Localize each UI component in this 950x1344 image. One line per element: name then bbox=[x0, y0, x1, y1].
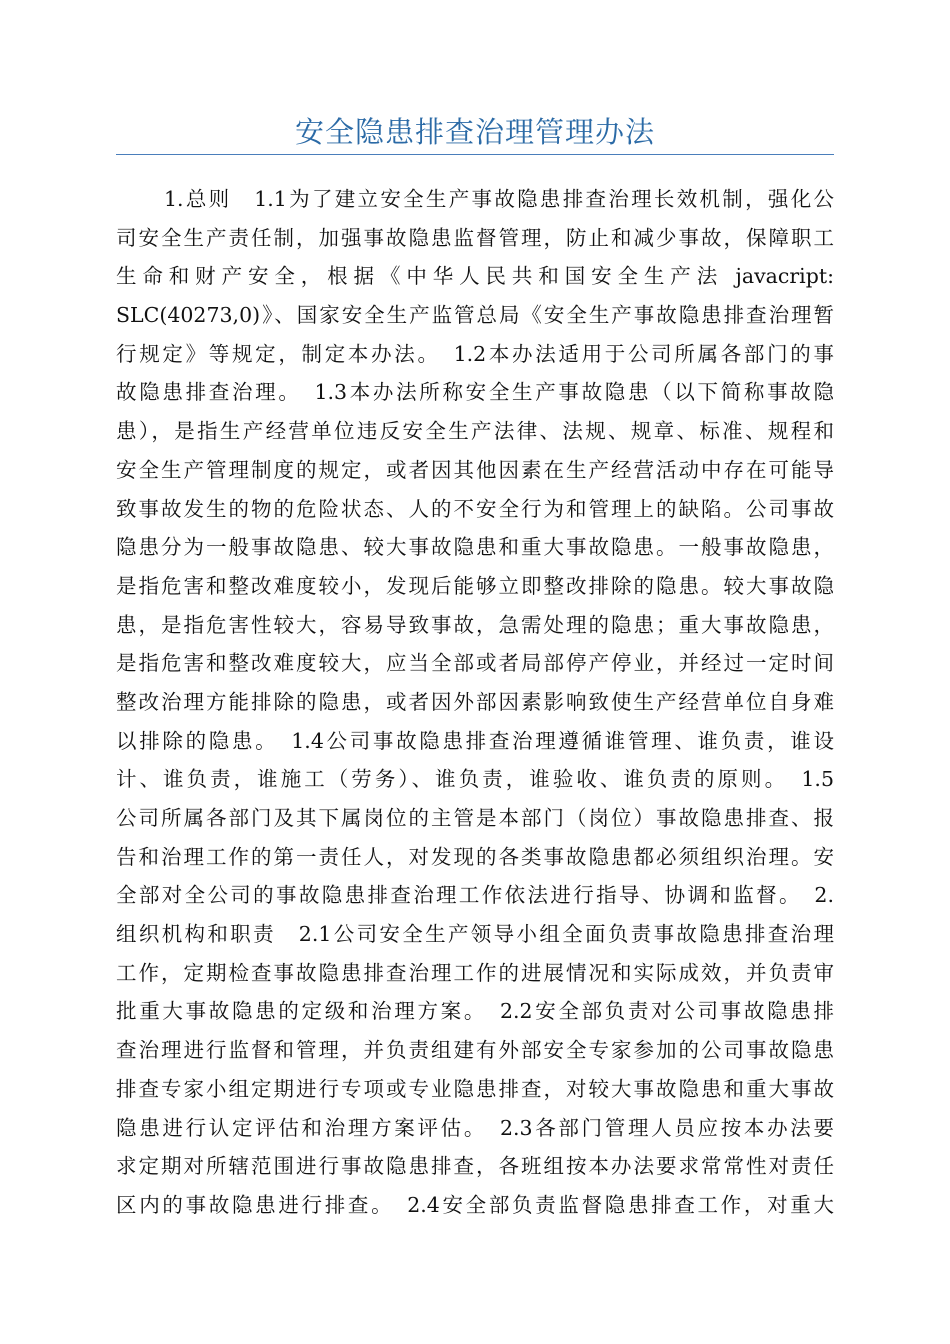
body-line: 查治理进行监督和管理，并负责组建有外部安全专家参加的公司事故隐患 bbox=[116, 1038, 834, 1063]
body-line: 告和治理工作的第一责任人，对发现的各类事故隐患都必须组织治理。安 bbox=[116, 844, 834, 869]
body-line: 隐患进行认定评估和治理方案评估。 2.3各部门管理人员应按本办法要 bbox=[116, 1115, 834, 1140]
body-line: 整改治理方能排除的隐患，或者因外部因素影响致使生产经营单位自身难 bbox=[116, 689, 834, 714]
body-line: 故隐患排查治理。 1.3本办法所称安全生产事故隐患（以下简称事故隐 bbox=[116, 380, 834, 405]
body-line: 行规定》等规定，制定本办法。 1.2本办法适用于公司所属各部门的事 bbox=[116, 341, 834, 366]
body-line: 求定期对所辖范围进行事故隐患排查，各班组按本办法要求常常性对责任 bbox=[116, 1154, 834, 1179]
body-line: 致事故发生的物的危险状态、人的不安全行为和管理上的缺陷。公司事故 bbox=[116, 496, 834, 521]
body-line: 区内的事故隐患进行排查。 2.4安全部负责监督隐患排查工作，对重大 bbox=[116, 1192, 834, 1217]
body-line: 司安全生产责任制，加强事故隐患监督管理，防止和减少事故，保障职工 bbox=[116, 225, 834, 250]
body-line: 排查专家小组定期进行专项或专业隐患排查，对较大事故隐患和重大事故 bbox=[116, 1076, 834, 1101]
body-line: 工作，定期检查事故隐患排查治理工作的进展情况和实际成效，并负责审 bbox=[116, 960, 834, 985]
body-line: 是指危害和整改难度较大，应当全部或者局部停产停业，并经过一定时间 bbox=[116, 651, 834, 676]
body-line: 全部对全公司的事故隐患排查治理工作依法进行指导、协调和监督。 2. bbox=[116, 883, 834, 908]
body-line: 计、谁负责，谁施工（劳务）、谁负责，谁验收、谁负责的原则。 1.5 bbox=[116, 767, 834, 792]
body-line: 以排除的隐患。 1.4公司事故隐患排查治理遵循谁管理、谁负责，谁设 bbox=[116, 728, 834, 753]
body-line: 生命和财产安全，根据《中华人民共和国安全生产法 javacript: bbox=[116, 264, 834, 289]
document-title: 安全隐患排查治理管理办法 bbox=[294, 115, 655, 149]
body-line: 患，是指危害性较大，容易导致事故，急需处理的隐患；重大事故隐患， bbox=[116, 612, 834, 637]
body-line: 1.总则 1.1为了建立安全生产事故隐患排查治理长效机制，强化公 bbox=[164, 187, 834, 211]
body-line: 批重大事故隐患的定级和治理方案。 2.2安全部负责对公司事故隐患排 bbox=[116, 999, 834, 1024]
body-line: 是指危害和整改难度较小，发现后能够立即整改排除的隐患。较大事故隐 bbox=[116, 573, 834, 598]
body-line: 安全生产管理制度的规定，或者因其他因素在生产经营活动中存在可能导 bbox=[116, 457, 834, 482]
body-line: 患），是指生产经营单位违反安全生产法律、法规、规章、标准、规程和 bbox=[116, 419, 834, 444]
body-line: 公司所属各部门及其下属岗位的主管是本部门（岗位）事故隐患排查、报 bbox=[116, 806, 834, 830]
title-underline bbox=[116, 154, 834, 155]
document-body bbox=[116, 180, 834, 1225]
body-line: 组织机构和职责 2.1公司安全生产领导小组全面负责事故隐患排查治理 bbox=[116, 922, 834, 947]
body-line: 隐患分为一般事故隐患、较大事故隐患和重大事故隐患。一般事故隐患， bbox=[116, 535, 834, 560]
body-line: SLC(40273,0)》、国家安全生产监管总局《安全生产事故隐患排查治理暂 bbox=[116, 303, 834, 328]
